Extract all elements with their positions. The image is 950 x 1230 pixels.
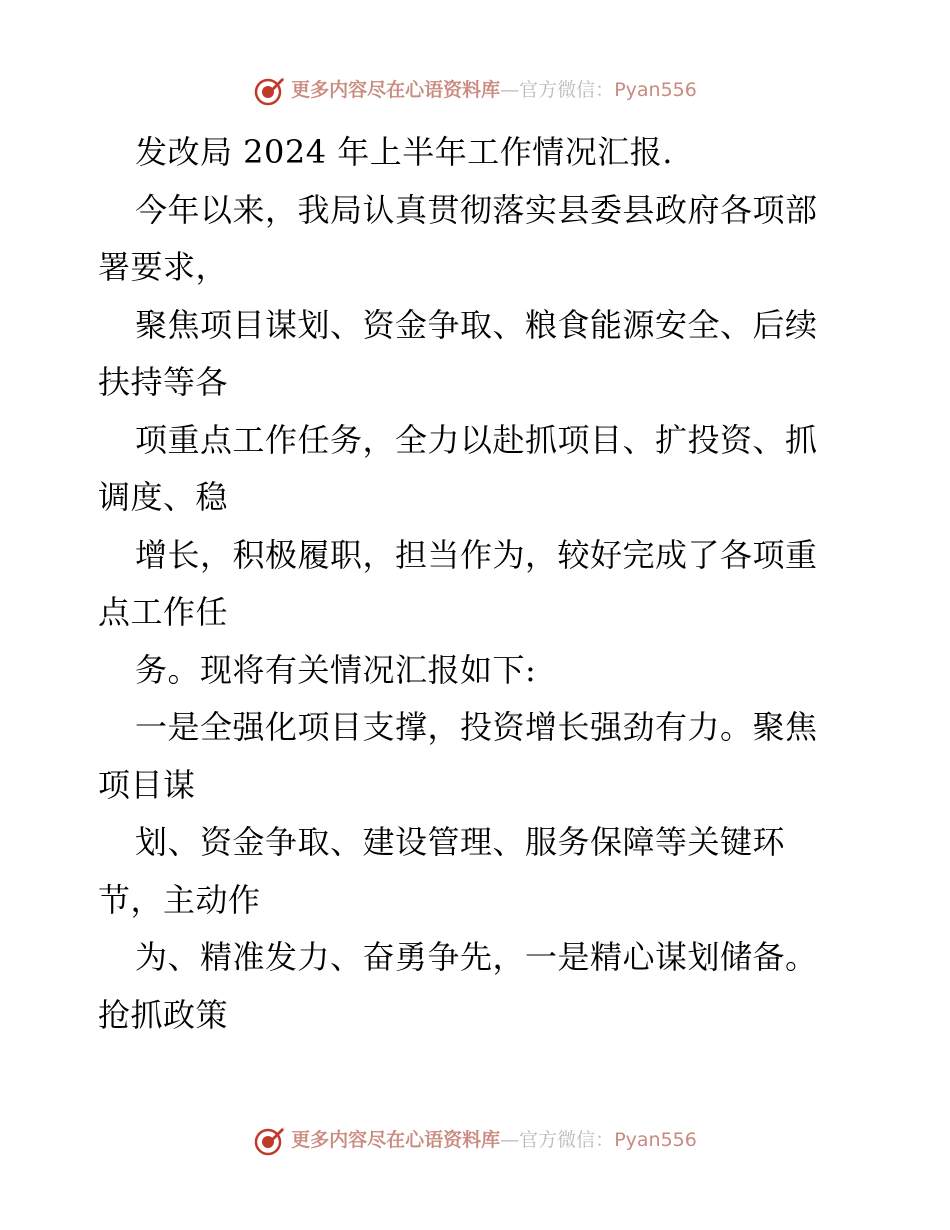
text-line: 项目谋 bbox=[98, 765, 196, 804]
banner-wechat-id: Pyan556 bbox=[614, 78, 697, 101]
text-line: 扶持等各 bbox=[98, 363, 229, 401]
header-banner bbox=[0, 70, 950, 110]
text-line: 抢抓政策 bbox=[98, 995, 229, 1034]
pen-logo-icon bbox=[253, 73, 287, 107]
text-line: 划、资金争取、建设管理、服务保障等关键环 bbox=[135, 823, 786, 861]
text-line: 聚焦项目谋划、资金争取、粮食能源安全、后续 bbox=[135, 305, 818, 344]
text-line: 节，主动作 bbox=[98, 880, 261, 919]
text-line: 增长，积极履职，担当作为，较好完成了各项重 bbox=[135, 535, 818, 574]
pen-logo-icon bbox=[253, 1123, 287, 1157]
text-line: 发改局 2024 年上半年工作情况汇报. bbox=[135, 133, 673, 171]
banner-dash: — bbox=[500, 78, 520, 101]
banner-subtitle: 官方微信： bbox=[519, 1128, 615, 1151]
text-line: 点工作任 bbox=[98, 593, 229, 631]
banner-title: 更多内容尽在心语资料库 bbox=[291, 78, 501, 101]
text-line: 署要求， bbox=[98, 248, 229, 286]
text-line: 项重点工作任务，全力以赴抓项目、扩投资、抓 bbox=[135, 420, 818, 459]
text-line: 一是全强化项目支撑，投资增长强劲有力。聚焦 bbox=[135, 708, 818, 746]
text-line: 调度、稳 bbox=[98, 478, 229, 516]
banner-wechat-id: Pyan556 bbox=[614, 1128, 697, 1151]
banner-subtitle: 官方微信： bbox=[519, 78, 615, 101]
document-body bbox=[98, 124, 850, 1044]
footer-banner bbox=[0, 1120, 950, 1160]
text-line: 务。现将有关情况汇报如下: bbox=[135, 650, 537, 689]
text-line: 今年以来，我局认真贯彻落实县委县政府各项部 bbox=[135, 190, 818, 229]
text-line: 为、精准发力、奋勇争先，一是精心谋划储备。 bbox=[135, 938, 818, 976]
banner-title: 更多内容尽在心语资料库 bbox=[291, 1128, 501, 1151]
banner-dash: — bbox=[500, 1128, 520, 1151]
